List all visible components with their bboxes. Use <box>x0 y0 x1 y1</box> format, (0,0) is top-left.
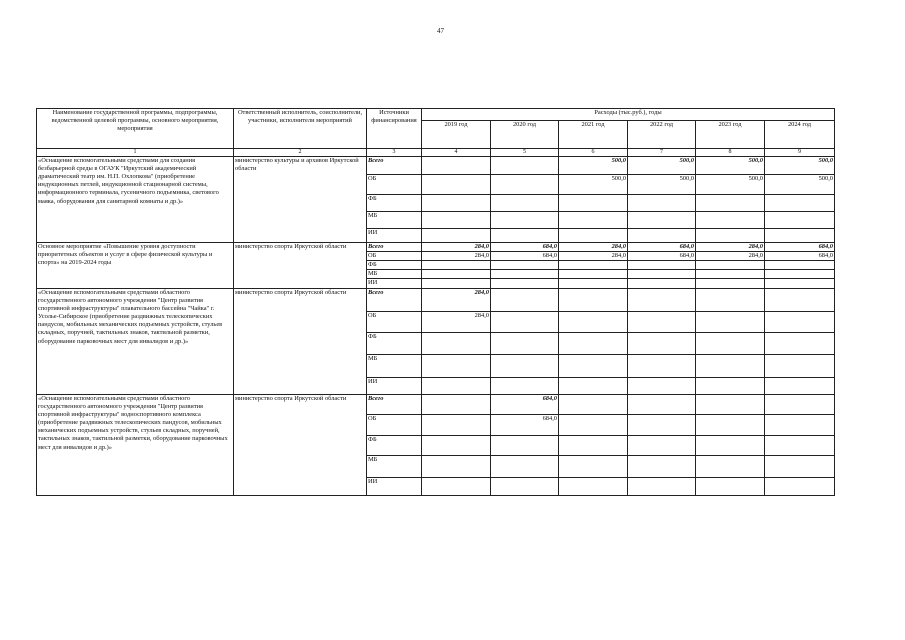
header-year: 2019 год <box>422 121 491 149</box>
header-executor: Ответственный исполнитель, соисполнители, участники, исполнители мероприятий <box>234 109 367 149</box>
amount-cell <box>765 270 835 279</box>
funding-source: ИИ <box>367 228 422 242</box>
amount-cell <box>765 260 835 269</box>
table-row <box>37 394 835 414</box>
header-year: 2020 год <box>491 121 559 149</box>
amount-cell: 684,0 <box>491 414 559 435</box>
amount-cell <box>422 332 491 354</box>
amount-cell <box>491 332 559 354</box>
funding-source: ИИ <box>367 279 422 288</box>
column-index: 8 <box>696 149 765 157</box>
header-year: 2024 год <box>765 121 835 149</box>
amount-cell <box>559 228 628 242</box>
amount-cell <box>628 194 696 211</box>
executor: министерство спорта Иркутской области <box>234 394 367 495</box>
amount-cell <box>422 211 491 228</box>
column-index: 4 <box>422 149 491 157</box>
header-year: 2021 год <box>559 121 628 149</box>
amount-cell <box>422 156 491 174</box>
amount-cell <box>422 394 491 414</box>
amount-cell <box>491 174 559 194</box>
amount-cell <box>696 311 765 332</box>
funding-source: Всего <box>367 156 422 174</box>
amount-cell <box>491 260 559 269</box>
table-row <box>37 288 835 311</box>
column-index: 7 <box>628 149 696 157</box>
amount-cell: 284,0 <box>696 251 765 260</box>
amount-cell: 284,0 <box>422 242 491 251</box>
amount-cell <box>491 477 559 495</box>
amount-cell <box>422 377 491 394</box>
amount-cell <box>628 228 696 242</box>
amount-cell <box>628 414 696 435</box>
amount-cell <box>559 332 628 354</box>
amount-cell <box>491 211 559 228</box>
amount-cell: 284,0 <box>559 242 628 251</box>
amount-cell <box>628 354 696 377</box>
amount-cell <box>491 377 559 394</box>
header-year: 2023 год <box>696 121 765 149</box>
amount-cell <box>491 194 559 211</box>
amount-cell <box>696 354 765 377</box>
column-index: 9 <box>765 149 835 157</box>
amount-cell <box>696 288 765 311</box>
funding-source: ФБ <box>367 260 422 269</box>
amount-cell <box>559 414 628 435</box>
amount-cell <box>765 455 835 477</box>
header-expenses: Расходы (тыс.руб.), годы <box>422 109 835 121</box>
amount-cell: 500,0 <box>696 156 765 174</box>
column-index: 1 <box>37 149 234 157</box>
funding-source: МБ <box>367 354 422 377</box>
amount-cell <box>422 435 491 455</box>
funding-source: ИИ <box>367 477 422 495</box>
executor: министерство культуры и архивов Иркутской области <box>234 156 367 242</box>
funding-source: Всего <box>367 242 422 251</box>
amount-cell <box>765 354 835 377</box>
amount-cell <box>628 211 696 228</box>
amount-cell <box>696 194 765 211</box>
amount-cell: 500,0 <box>628 174 696 194</box>
amount-cell <box>491 156 559 174</box>
amount-cell <box>628 332 696 354</box>
amount-cell: 684,0 <box>765 242 835 251</box>
amount-cell <box>559 311 628 332</box>
amount-cell: 684,0 <box>628 242 696 251</box>
amount-cell <box>422 414 491 435</box>
amount-cell <box>765 435 835 455</box>
amount-cell: 684,0 <box>491 394 559 414</box>
amount-cell <box>559 279 628 288</box>
column-index: 6 <box>559 149 628 157</box>
column-index: 3 <box>367 149 422 157</box>
amount-cell: 500,0 <box>628 156 696 174</box>
amount-cell <box>765 279 835 288</box>
amount-cell <box>491 288 559 311</box>
funding-source: ФБ <box>367 435 422 455</box>
amount-cell <box>696 435 765 455</box>
amount-cell: 284,0 <box>559 251 628 260</box>
amount-cell <box>422 455 491 477</box>
amount-cell <box>765 211 835 228</box>
amount-cell <box>491 435 559 455</box>
amount-cell: 284,0 <box>422 251 491 260</box>
amount-cell <box>696 270 765 279</box>
amount-cell <box>559 377 628 394</box>
amount-cell <box>696 279 765 288</box>
amount-cell <box>765 394 835 414</box>
amount-cell: 500,0 <box>559 174 628 194</box>
amount-cell <box>696 260 765 269</box>
amount-cell: 284,0 <box>696 242 765 251</box>
amount-cell <box>696 394 765 414</box>
amount-cell <box>559 194 628 211</box>
amount-cell <box>422 194 491 211</box>
header-source: Источники финансирования <box>367 109 422 149</box>
amount-cell: 684,0 <box>491 242 559 251</box>
amount-cell <box>422 477 491 495</box>
amount-cell: 284,0 <box>422 311 491 332</box>
amount-cell: 284,0 <box>422 288 491 311</box>
amount-cell <box>765 332 835 354</box>
amount-cell: 500,0 <box>696 174 765 194</box>
amount-cell <box>422 279 491 288</box>
amount-cell: 684,0 <box>765 251 835 260</box>
amount-cell <box>628 288 696 311</box>
funding-source: ИИ <box>367 377 422 394</box>
amount-cell <box>559 211 628 228</box>
amount-cell <box>491 455 559 477</box>
amount-cell <box>628 279 696 288</box>
amount-cell <box>422 354 491 377</box>
amount-cell <box>628 311 696 332</box>
amount-cell <box>765 228 835 242</box>
activity-name: «Оснащение вспомогательными средствами областного государственного автономного учреждения "Центр развития спортивной инфраструктуры" плавательного бассейна "Чайка" г. Усолье-Сибирское (приобретение раздвижных телескопических пандусов, мобильных механических подъемных устройств, стульев складных, поручней, тактильных знаков, тактильной разметки, оборудование парковочных мест для инвалидов и др.)» <box>37 288 234 394</box>
amount-cell <box>696 332 765 354</box>
amount-cell <box>696 414 765 435</box>
funding-source: ОБ <box>367 311 422 332</box>
amount-cell <box>491 311 559 332</box>
amount-cell <box>628 377 696 394</box>
amount-cell <box>491 228 559 242</box>
funding-source: МБ <box>367 211 422 228</box>
amount-cell <box>491 279 559 288</box>
amount-cell <box>422 270 491 279</box>
activity-name: «Оснащение вспомогательными средствами для создания безбарьерной среды в ОГАУК "Иркутский академический драматический театр им. Н.П. Охлопкова" (приобретение индукционных петлей, индукционной стационарной системы, информационного терминала, гусеничного подъемника, светового маяка, оборудования для санитарной комнаты и др.)» <box>37 156 234 242</box>
table-row <box>37 156 835 174</box>
table-row <box>37 242 835 251</box>
funding-source: Всего <box>367 288 422 311</box>
amount-cell <box>628 270 696 279</box>
activity-name: «Оснащение вспомогательными средствами областного государственного автономного учреждения "Центр развития спортивной инфраструктуры" водноспортивного комплекса (приобретение раздвижных телескопических пандусов, мобильных механических подъемных устройств, стульев складных, поручней, тактильных знаков, тактильной разметки, оборудование парковочных мест для инвалидов и др.)» <box>37 394 234 495</box>
funding-source: ОБ <box>367 414 422 435</box>
page-number: 47 <box>437 27 444 35</box>
amount-cell <box>765 288 835 311</box>
column-index: 2 <box>234 149 367 157</box>
column-index: 5 <box>491 149 559 157</box>
amount-cell <box>491 354 559 377</box>
amount-cell <box>628 394 696 414</box>
amount-cell <box>559 288 628 311</box>
amount-cell: 684,0 <box>628 251 696 260</box>
funding-source: Всего <box>367 394 422 414</box>
amount-cell <box>765 377 835 394</box>
amount-cell <box>696 477 765 495</box>
amount-cell <box>765 194 835 211</box>
amount-cell <box>628 435 696 455</box>
executor: министерство спорта Иркутской области <box>234 288 367 394</box>
amount-cell <box>696 455 765 477</box>
header-name: Наименование государственной программы, подпрограммы, ведомственной целевой программы, основного мероприятия, мероприятия <box>37 109 234 149</box>
amount-cell <box>559 455 628 477</box>
amount-cell <box>628 455 696 477</box>
amount-cell <box>765 311 835 332</box>
amount-cell <box>559 260 628 269</box>
funding-source: МБ <box>367 270 422 279</box>
amount-cell <box>765 477 835 495</box>
funding-source: ОБ <box>367 251 422 260</box>
amount-cell <box>559 435 628 455</box>
amount-cell <box>559 394 628 414</box>
amount-cell <box>696 377 765 394</box>
amount-cell <box>696 211 765 228</box>
amount-cell <box>491 270 559 279</box>
amount-cell <box>559 354 628 377</box>
amount-cell <box>628 260 696 269</box>
amount-cell <box>422 228 491 242</box>
expenses-table <box>36 108 835 496</box>
amount-cell <box>696 228 765 242</box>
amount-cell: 500,0 <box>559 156 628 174</box>
funding-source: ФБ <box>367 332 422 354</box>
header-year: 2022 год <box>628 121 696 149</box>
amount-cell <box>765 414 835 435</box>
amount-cell <box>628 477 696 495</box>
funding-source: ФБ <box>367 194 422 211</box>
amount-cell <box>559 270 628 279</box>
amount-cell: 500,0 <box>765 156 835 174</box>
amount-cell <box>422 174 491 194</box>
executor: министерство спорта Иркутской области <box>234 242 367 288</box>
amount-cell: 684,0 <box>491 251 559 260</box>
funding-source: ОБ <box>367 174 422 194</box>
funding-source: МБ <box>367 455 422 477</box>
activity-name: Основное мероприятие «Повышение уровня доступности приоритетных объектов и услуг в сфере физической культуры и спорта» на 2019-2024 годы <box>37 242 234 288</box>
amount-cell <box>422 260 491 269</box>
amount-cell <box>559 477 628 495</box>
amount-cell: 500,0 <box>765 174 835 194</box>
